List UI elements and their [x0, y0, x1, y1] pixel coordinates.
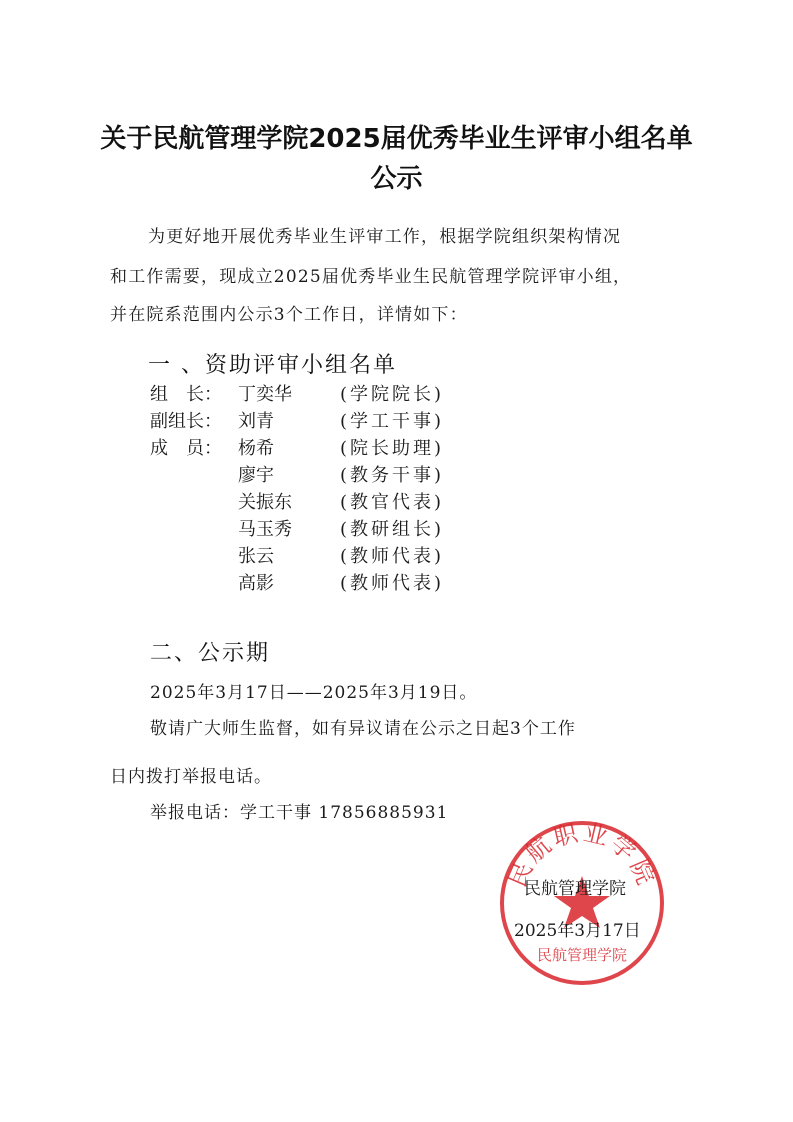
section-1-heading: 一 、资助评审小组名单: [148, 353, 397, 378]
publicity-period: 2025年3月17日——2025年3月19日。: [150, 683, 478, 703]
member-position: (院长助理): [340, 438, 445, 459]
signature-date: 2025年3月17日: [514, 921, 641, 941]
document-title-line-2: 公示: [370, 164, 423, 194]
seal-outer-text: 民航职业学院: [503, 818, 661, 892]
member-name: 刘青: [238, 411, 274, 432]
official-seal: [497, 818, 667, 988]
report-hotline: 举报电话：学工干事 17856885931: [150, 803, 449, 823]
member-name: 杨希: [238, 438, 274, 459]
member-name: 高影: [238, 573, 274, 594]
member-name: 关振东: [238, 492, 292, 513]
intro-line-2: 和工作需要，现成立2025届优秀毕业生民航管理学院评审小组，: [110, 267, 632, 287]
member-position: (教师代表): [340, 573, 445, 594]
seal-inner-text: 民航管理学院: [536, 946, 628, 964]
member-position: (教研组长): [340, 519, 445, 540]
supervision-line-2: 日内拨打举报电话。: [110, 767, 272, 787]
supervision-line-1: 敬请广大师生监督，如有异议请在公示之日起3个工作: [150, 719, 576, 739]
member-position: (教师代表): [340, 546, 445, 567]
section-2-heading: 二、公示期: [150, 641, 271, 666]
intro-line-1: 为更好地开展优秀毕业生评审工作，根据学院组织架构情况: [148, 227, 622, 247]
member-name: 马玉秀: [238, 519, 292, 540]
member-name: 廖宇: [238, 465, 274, 486]
document-title-line-1: 关于民航管理学院2025届优秀毕业生评审小组名单: [100, 124, 693, 154]
member-position: (教官代表): [340, 492, 445, 513]
signature-organization: 民航管理学院: [524, 879, 626, 899]
member-position: (学院院长): [340, 384, 445, 405]
member-role: 成 员：: [150, 438, 222, 459]
member-role: 副组长：: [150, 411, 222, 432]
member-position: (学工干事): [340, 411, 445, 432]
member-name: 丁奕华: [238, 384, 292, 405]
member-position: (教务干事): [340, 465, 445, 486]
intro-line-3: 并在院系范围内公示3个工作日，详情如下：: [110, 305, 468, 325]
member-name: 张云: [238, 546, 274, 567]
member-role: 组 长：: [150, 384, 222, 405]
